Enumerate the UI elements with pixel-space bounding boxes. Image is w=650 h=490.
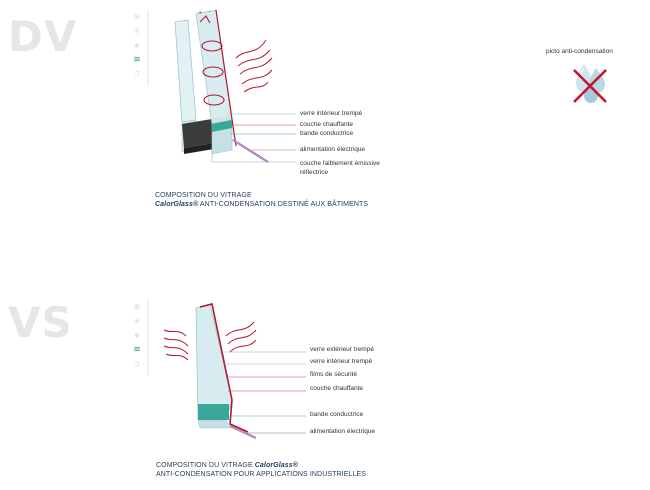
snowflake-icon: ✳ — [133, 316, 141, 326]
drop-icon: ● — [134, 330, 140, 340]
vs-heat-waves-left — [164, 330, 188, 360]
dv-label-inner-glass: verre intérieur trempé — [300, 110, 363, 117]
dv-plus-mark: + — [198, 10, 203, 16]
picto-title: picto anti-condensation — [546, 48, 613, 55]
swirl-icon: ↄ — [134, 68, 140, 78]
dv-minus-mark: - — [209, 9, 211, 15]
swirl-icon: ↄ — [134, 358, 140, 368]
heat-icon: ≋ — [133, 344, 141, 354]
vs-label-safety-films: films de sécurité — [310, 371, 357, 378]
vs-label-power-supply: alimentation électrique — [310, 428, 376, 435]
dv-caption-line1: COMPOSITION DU VITRAGE — [155, 192, 252, 199]
drop-icon: ● — [134, 40, 140, 50]
dv-caption-brand: CalorGlass® — [155, 201, 199, 208]
vs-caption-line1 — [156, 461, 298, 470]
vs-glass-pane — [196, 304, 232, 420]
vs-label-inner-glass: verre intérieur trempé — [310, 358, 373, 365]
dv-outer-pane — [175, 20, 196, 122]
dv-caption-rest: ANTI-CONDENSATION DESTINÉ AUX BÂTIMENTS — [198, 201, 369, 208]
vs-heat-waves-right — [226, 322, 256, 352]
anti-condensation-picto — [574, 64, 606, 103]
dv-code: DV — [8, 12, 78, 61]
vs-caption-pre: COMPOSITION DU VITRAGE — [156, 462, 255, 469]
dv-label-power-supply: alimentation électrique — [300, 146, 366, 153]
vs-label-heating-layer: couche chauffante — [310, 385, 364, 392]
vs-label-outer-glass: verre extérieur trempé — [310, 346, 374, 353]
snowflake-icon: ❄ — [133, 302, 141, 312]
dv-heat-waves — [236, 40, 272, 92]
heat-icon: ≋ — [133, 54, 141, 64]
vs-caption-brand: CalorGlass® — [254, 462, 298, 469]
vs-code: VS — [8, 298, 73, 347]
vs-leader-lines — [222, 352, 306, 433]
vs-caption-line2: ANTI-CONDENSATION POUR APPLICATIONS INDUSTRIELLES — [156, 471, 367, 478]
dv-label-low-e-coating: couche faiblement émissive — [300, 160, 380, 167]
vs-label-conductive-band: bande conductrice — [310, 411, 364, 418]
dv-label-conductive-band: bande conductrice — [300, 130, 354, 137]
snowflake-icon: ✳ — [133, 26, 141, 36]
snowflake-icon: ❄ — [133, 12, 141, 22]
vs-conductive-band — [198, 404, 229, 420]
dv-label-heating-layer: couche chauffante — [300, 121, 354, 128]
dv-label-low-e-coating-2: réflectrice — [300, 169, 329, 176]
dv-caption-line2 — [155, 200, 368, 209]
